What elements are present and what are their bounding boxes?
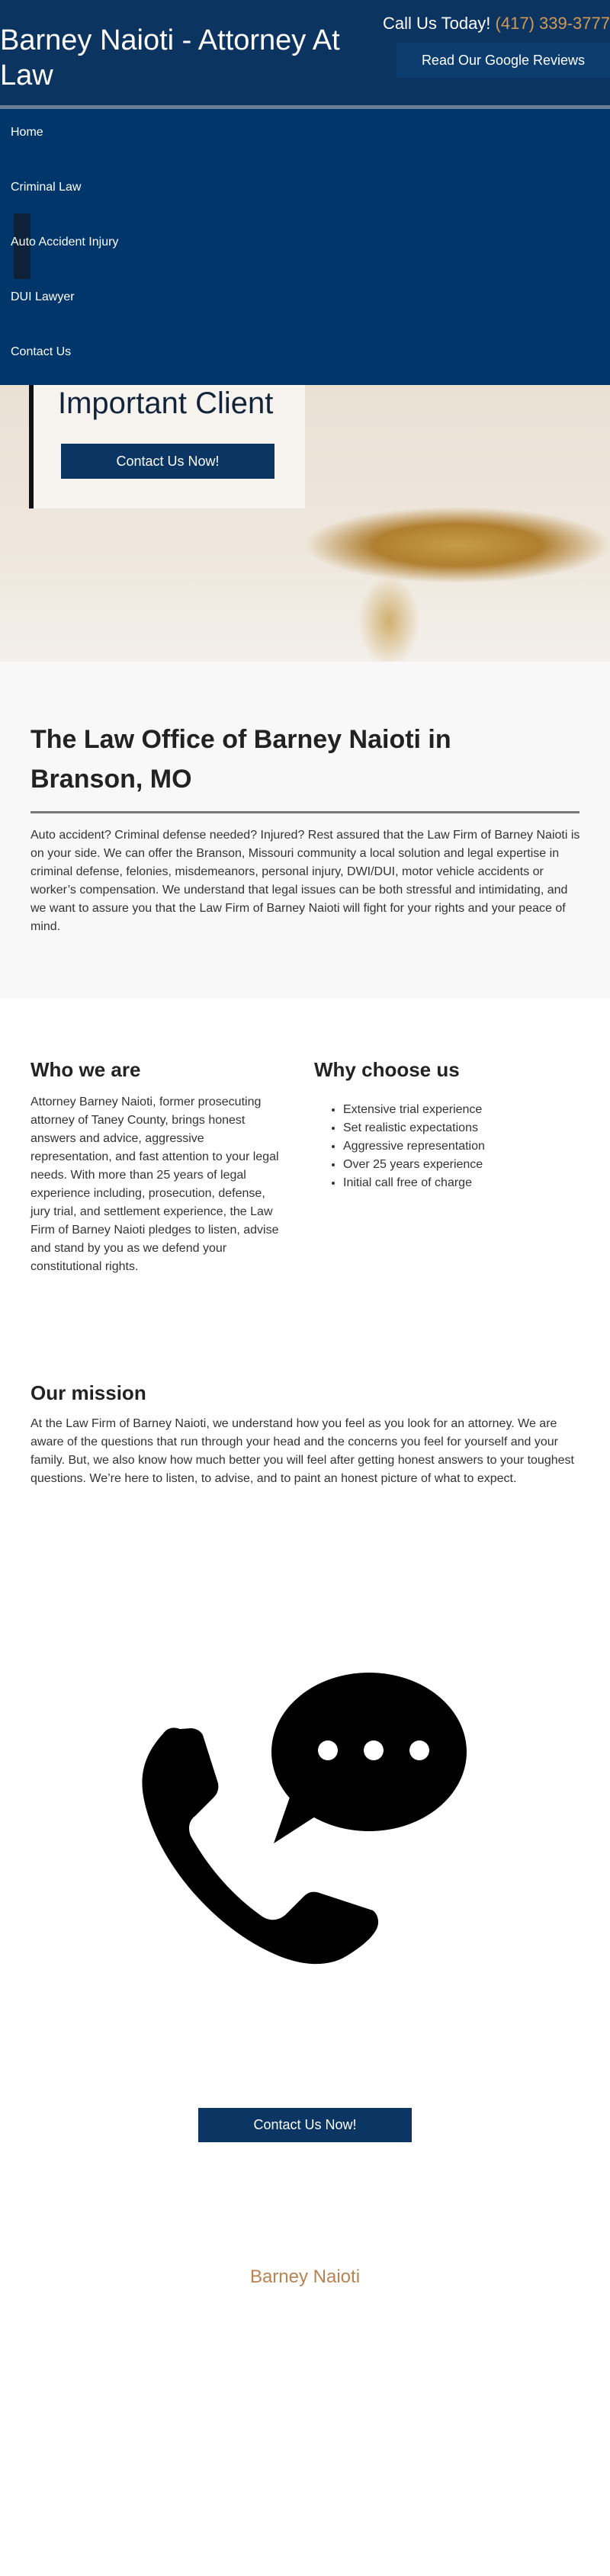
who-we-are-heading: Who we are [30, 1058, 141, 1081]
nav-item-auto-accident-injury[interactable]: Auto Accident Injury [11, 236, 119, 249]
intro-section [0, 662, 610, 999]
mission-heading: Our mission [30, 1381, 146, 1404]
nav-item-criminal-law[interactable]: Criminal Law [11, 181, 82, 194]
hero-banner [0, 385, 610, 662]
nav-item-home[interactable]: Home [11, 126, 43, 139]
nav-item-dui-lawyer[interactable]: DUI Lawyer [11, 290, 75, 303]
footer-firm-name[interactable]: Barney Naioti [249, 2266, 361, 2287]
list-item: • Set realistic expectations [343, 1119, 485, 1137]
mission-text: At the Law Firm of Barney Naioti, we understand how you feel as you look for an attorney. We are aware of the questions that run through your head and the concerns you feel for yourself and your family. But, we also know how much better you will feel after getting honest answers to your toughest questions. We’re here to listen, to advise, and to paint an honest picture of what to expect. [30, 1417, 574, 1485]
nav-item-contact-us[interactable]: Contact Us [11, 345, 72, 358]
why-choose-us-heading: Why choose us [314, 1058, 460, 1081]
hero-card-title: Important Client [58, 387, 274, 420]
site-title[interactable]: Barney Naioti - Attorney At Law [0, 24, 340, 91]
site-header [0, 0, 610, 107]
phone-link[interactable]: (417) 339-3777 [495, 14, 610, 33]
intro-divider [30, 811, 580, 813]
list-item: • Over 25 years experience [343, 1156, 485, 1174]
why-choose-us-list [314, 1101, 485, 1192]
phone-chat-icon [140, 1667, 470, 2002]
call-prefix: Call Us Today! [382, 14, 491, 33]
contact-us-button[interactable]: Contact Us Now! [198, 2108, 412, 2142]
intro-heading: The Law Office of Barney Naioti in Branson, MO [30, 725, 451, 794]
who-we-are-text: Attorney Barney Naioti, former prosecuting attorney of Taney County, brings honest answers and advice, aggressive representation, and fast attention to your legal needs. With more than 25 years of legal experience including, prosecution, defense, jury trial, and settlement experience, the Law Firm of Barney Naioti pledges to listen, advise and stand by you as we defend your constitutional rights. [30, 1096, 279, 1273]
google-reviews-button[interactable]: Read Our Google Reviews [396, 43, 610, 78]
hero-contact-button[interactable]: Contact Us Now! [61, 444, 274, 479]
list-item: • Initial call free of charge [343, 1174, 485, 1192]
list-item: • Aggressive representation [343, 1137, 485, 1156]
hero-card [29, 385, 305, 508]
list-item: • Extensive trial experience [343, 1101, 485, 1119]
main-navigation [0, 109, 610, 385]
intro-paragraph: Auto accident? Criminal defense needed? Injured? Rest assured that the Law Firm of Barney Naioti is on your side. We can offer the Branson, Missouri community a local solution and legal expertise in criminal defense, felonies, misdemeanors, personal injury, DWI/DUI, motor vehicle accidents or worker’s compensation. We understand that legal issues can be both stressful and intimidating, and we want to assure you that the Law Firm of Barney Naioti will fight for your rights and your peace of mind. [30, 829, 580, 933]
call-us-line [383, 14, 610, 34]
